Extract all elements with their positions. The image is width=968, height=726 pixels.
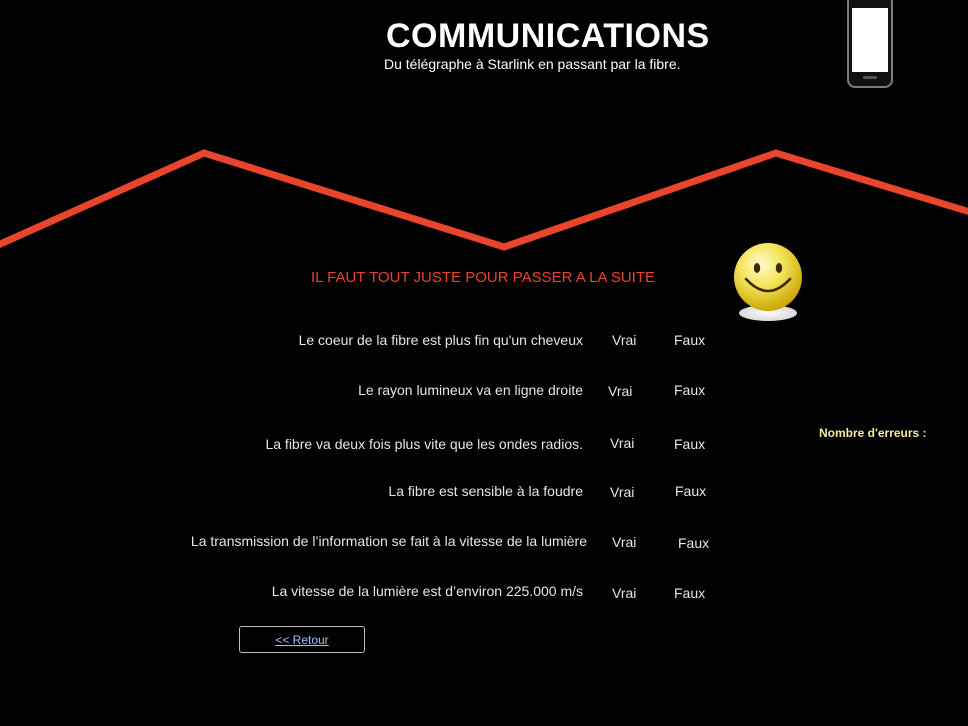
- page-subtitle: Du télégraphe à Starlink en passant par la fibre.: [384, 56, 681, 72]
- question-1-text: Le coeur de la fibre est plus fin qu'un cheveux: [298, 332, 583, 348]
- back-button[interactable]: [239, 626, 365, 653]
- back-button-label[interactable]: << Retour: [275, 632, 329, 647]
- question-4-faux-option[interactable]: Faux: [675, 483, 707, 499]
- pass-warning-text: IL FAUT TOUT JUSTE POUR PASSER A LA SUITE: [311, 269, 655, 286]
- question-1-faux-option[interactable]: Faux: [674, 332, 706, 348]
- question-5-text: La transmission de l’information se fait à la vitesse de la lumière: [190, 533, 587, 549]
- question-4-vrai-option[interactable]: Vrai: [610, 484, 635, 500]
- question-5-vrai-option[interactable]: Vrai: [612, 534, 637, 550]
- question-4-text: La fibre est sensible à la foudre: [388, 483, 583, 499]
- question-6-vrai-option[interactable]: Vrai: [612, 585, 637, 601]
- smiley-face-icon: [731, 241, 805, 325]
- page-title: COMMUNICATIONS: [386, 17, 710, 55]
- question-3-text: La fibre va deux fois plus vite que les ondes radios.: [265, 436, 583, 452]
- question-1-vrai-option[interactable]: Vrai: [612, 332, 637, 348]
- question-6-faux-option[interactable]: Faux: [674, 585, 706, 601]
- question-3-faux-option[interactable]: Faux: [674, 436, 706, 452]
- question-2-text: Le rayon lumineux va en ligne droite: [358, 382, 583, 398]
- question-2-faux-option[interactable]: Faux: [674, 382, 706, 398]
- question-3-vrai-option[interactable]: Vrai: [610, 435, 635, 451]
- errors-count-label: Nombre d'erreurs :: [819, 426, 927, 440]
- question-2-vrai-option[interactable]: Vrai: [608, 383, 633, 399]
- question-5-faux-option[interactable]: Faux: [678, 535, 710, 551]
- question-6-text: La vitesse de la lumière est d’environ 225.000 m/s: [271, 583, 583, 599]
